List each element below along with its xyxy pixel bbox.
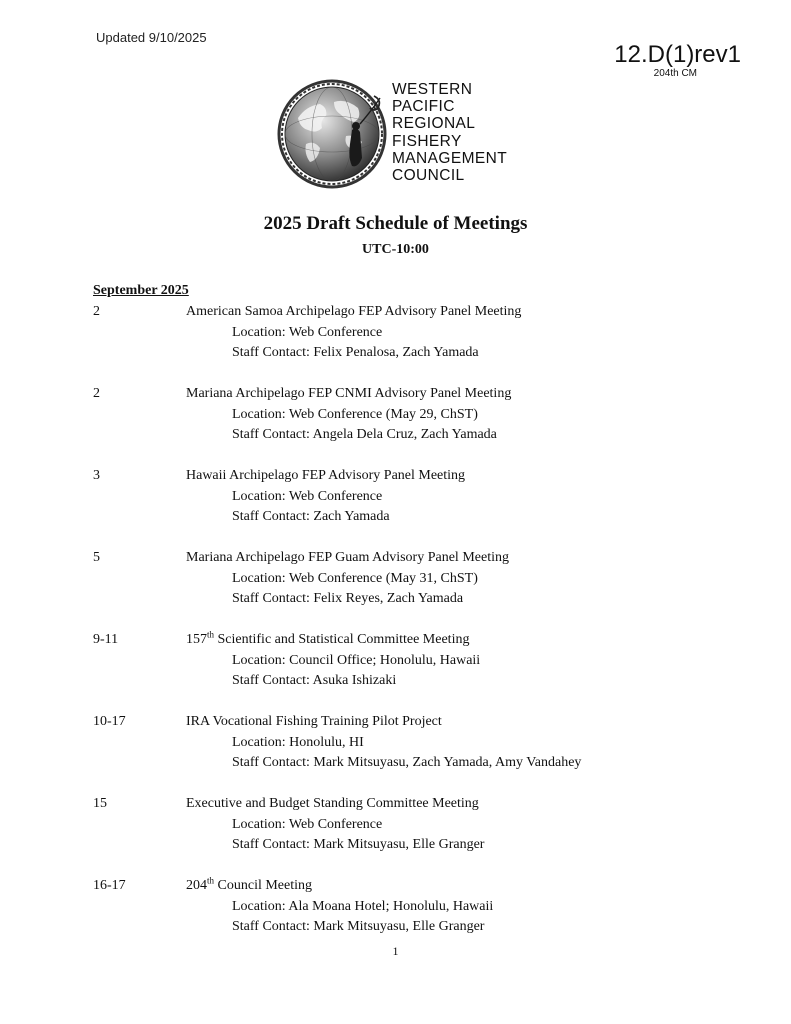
page-title: 2025 Draft Schedule of Meetings (263, 213, 528, 234)
meeting-date: 9-11 (93, 632, 119, 647)
updated-date: Updated 9/10/2025 (96, 30, 207, 45)
org-name-line: WESTERN (392, 81, 473, 98)
meeting-name: IRA Vocational Fishing Training Pilot Project (186, 714, 442, 729)
page-number: 1 (392, 944, 399, 958)
meeting-date: 2 (93, 304, 100, 319)
org-name-line: PACIFIC (392, 98, 455, 116)
meeting-date: 5 (93, 550, 100, 565)
meeting-name: Hawaii Archipelago FEP Advisory Panel Meeting (186, 468, 466, 483)
org-name-line: MANAGEMENT (392, 149, 508, 167)
timezone-label: UTC-10:00 (362, 242, 429, 257)
meeting-name: 157th Scientific and Statistical Committee Meeting (186, 629, 470, 647)
meeting-location: Location: Web Conference (232, 816, 383, 832)
meeting-location: Location: Ala Moana Hotel; Honolulu, Hawaii (232, 898, 494, 914)
meeting-date: 16-17 (93, 878, 126, 893)
meeting-location: Location: Web Conference (232, 324, 383, 340)
meeting-staff-contact: Staff Contact: Mark Mitsuyasu, Elle Granger (232, 837, 485, 852)
meeting-staff-contact: Staff Contact: Felix Penalosa, Zach Yamada (232, 345, 479, 360)
meeting-staff-contact: Staff Contact: Mark Mitsuyasu, Zach Yamada, Amy Vandahey (232, 755, 582, 770)
meeting-entry (93, 794, 733, 876)
meeting-date: 15 (93, 796, 107, 811)
document-subcode: 204th CM (653, 68, 697, 79)
meeting-date: 3 (93, 468, 100, 483)
meeting-location: Location: Honolulu, HI (232, 734, 364, 750)
org-name-line: REGIONAL (392, 115, 476, 133)
meeting-list (93, 302, 733, 958)
meeting-name: 204th Council Meeting (186, 875, 313, 893)
org-name-line: FISHERY (392, 132, 462, 150)
document-code: 12.D(1)rev1 (614, 41, 741, 68)
meeting-entry (93, 302, 733, 384)
meeting-date: 2 (93, 386, 100, 401)
meeting-location: Location: Web Conference (232, 488, 383, 504)
meeting-entry (93, 466, 733, 548)
meeting-location: Location: Web Conference (May 29, ChST) (232, 406, 478, 422)
document-reference (614, 42, 741, 80)
meeting-date: 10-17 (93, 714, 126, 729)
meeting-entry (93, 384, 733, 466)
meeting-name: Mariana Archipelago FEP Guam Advisory Panel Meeting (186, 550, 509, 565)
meeting-location: Location: Web Conference (May 31, ChST) (232, 570, 478, 586)
meeting-staff-contact: Staff Contact: Felix Reyes, Zach Yamada (232, 591, 464, 606)
meeting-location: Location: Council Office; Honolulu, Hawaii (232, 652, 481, 668)
meeting-staff-contact: Staff Contact: Angela Dela Cruz, Zach Yamada (232, 427, 497, 442)
council-logo (276, 78, 536, 190)
meeting-staff-contact: Staff Contact: Mark Mitsuyasu, Elle Granger (232, 919, 485, 934)
organization-name (392, 81, 507, 184)
globe-fisherman-logo-icon (276, 78, 388, 190)
meeting-name: Mariana Archipelago FEP CNMI Advisory Panel Meeting (186, 386, 512, 401)
meeting-entry (93, 630, 733, 712)
org-name-line: COUNCIL (392, 167, 465, 185)
meeting-staff-contact: Staff Contact: Asuka Ishizaki (232, 673, 397, 688)
month-heading: September 2025 (93, 283, 189, 298)
meeting-name: American Samoa Archipelago FEP Advisory Panel Meeting (186, 304, 522, 319)
meeting-entry (93, 548, 733, 630)
meeting-entry (93, 712, 733, 794)
meeting-name: Executive and Budget Standing Committee Meeting (186, 796, 479, 811)
meeting-staff-contact: Staff Contact: Zach Yamada (232, 509, 390, 524)
